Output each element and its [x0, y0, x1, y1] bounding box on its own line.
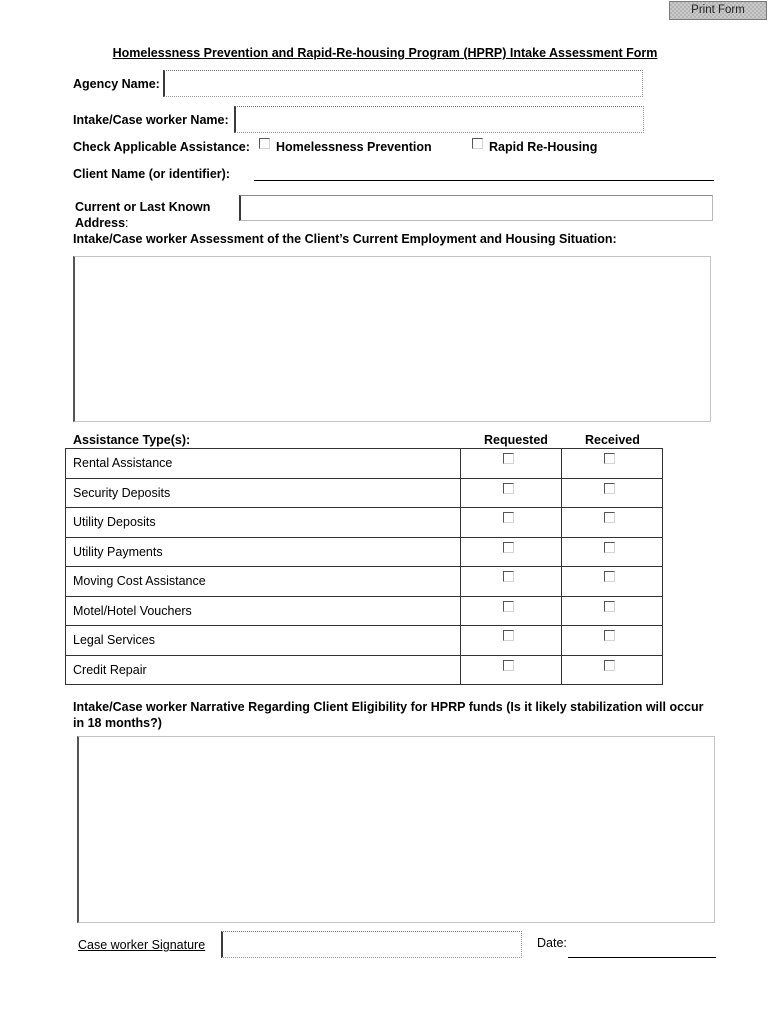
received-checkbox[interactable]	[604, 660, 615, 671]
assistance-type-name: Rental Assistance	[66, 449, 461, 479]
agency-name-field[interactable]	[163, 70, 643, 97]
assessment-textarea[interactable]	[73, 256, 711, 422]
received-cell	[562, 478, 663, 508]
requested-cell	[461, 478, 562, 508]
requested-cell	[461, 537, 562, 567]
requested-checkbox[interactable]	[503, 571, 514, 582]
narrative-label-line1: Intake/Case worker Narrative Regarding Client Eligibility for HPRP funds (Is it likely stabilization will occur	[73, 700, 704, 714]
requested-checkbox[interactable]	[503, 660, 514, 671]
date-label: Date:	[537, 936, 567, 950]
narrative-textarea[interactable]	[77, 736, 715, 923]
received-column-header: Received	[585, 433, 640, 447]
requested-checkbox[interactable]	[503, 512, 514, 523]
requested-cell	[461, 508, 562, 538]
address-label-line2: Address:	[75, 216, 129, 230]
received-checkbox[interactable]	[604, 601, 615, 612]
signature-label: Case worker Signature	[78, 938, 206, 952]
received-cell	[562, 626, 663, 656]
table-row	[66, 655, 663, 685]
received-checkbox[interactable]	[604, 512, 615, 523]
received-checkbox[interactable]	[604, 483, 615, 494]
caseworker-name-field[interactable]	[234, 106, 644, 133]
address-field[interactable]	[239, 195, 713, 221]
requested-cell	[461, 655, 562, 685]
homelessness-prevention-checkbox[interactable]	[259, 138, 270, 149]
assistance-type-name: Moving Cost Assistance	[66, 567, 461, 597]
address-label-line1: Current or Last Known	[75, 200, 211, 214]
homelessness-prevention-label: Homelessness Prevention	[276, 140, 432, 154]
date-line[interactable]	[568, 957, 716, 958]
rapid-rehousing-label: Rapid Re-Housing	[489, 140, 598, 154]
check-assistance-label: Check Applicable Assistance:	[73, 140, 250, 154]
table-row	[66, 567, 663, 597]
signature-field[interactable]	[221, 931, 522, 958]
received-checkbox[interactable]	[604, 571, 615, 582]
assistance-type-name: Security Deposits	[66, 478, 461, 508]
rapid-rehousing-checkbox[interactable]	[472, 138, 483, 149]
narrative-label-line2: in 18 months?)	[73, 716, 162, 730]
table-row	[66, 596, 663, 626]
assistance-types-header: Assistance Type(s):	[73, 433, 191, 447]
agency-name-label: Agency Name:	[73, 77, 160, 91]
assistance-type-name: Motel/Hotel Vouchers	[66, 596, 461, 626]
requested-checkbox[interactable]	[503, 453, 514, 464]
assessment-label: Intake/Case worker Assessment of the Client’s Current Employment and Housing Situation:	[73, 232, 617, 246]
requested-checkbox[interactable]	[503, 601, 514, 612]
received-cell	[562, 655, 663, 685]
table-row	[66, 449, 663, 479]
received-checkbox[interactable]	[604, 453, 615, 464]
requested-checkbox[interactable]	[503, 483, 514, 494]
client-name-label: Client Name (or identifier):	[73, 167, 230, 181]
requested-checkbox[interactable]	[503, 630, 514, 641]
form-title: Homelessness Prevention and Rapid-Re-housing Program (HPRP) Intake Assessment Form	[112, 46, 658, 60]
received-cell	[562, 567, 663, 597]
requested-cell	[461, 567, 562, 597]
print-form-button[interactable]: Print Form	[669, 1, 767, 20]
requested-checkbox[interactable]	[503, 542, 514, 553]
caseworker-name-label: Intake/Case worker Name:	[73, 113, 229, 127]
table-row	[66, 537, 663, 567]
received-cell	[562, 596, 663, 626]
client-name-line[interactable]	[254, 180, 714, 181]
table-row	[66, 508, 663, 538]
received-cell	[562, 449, 663, 479]
received-cell	[562, 537, 663, 567]
table-row	[66, 626, 663, 656]
table-row	[66, 478, 663, 508]
received-checkbox[interactable]	[604, 542, 615, 553]
assistance-table	[65, 448, 663, 685]
assistance-type-name: Utility Deposits	[66, 508, 461, 538]
received-cell	[562, 508, 663, 538]
requested-cell	[461, 596, 562, 626]
requested-column-header: Requested	[484, 433, 548, 447]
assistance-type-name: Legal Services	[66, 626, 461, 656]
requested-cell	[461, 626, 562, 656]
received-checkbox[interactable]	[604, 630, 615, 641]
assistance-type-name: Credit Repair	[66, 655, 461, 685]
requested-cell	[461, 449, 562, 479]
assistance-type-name: Utility Payments	[66, 537, 461, 567]
